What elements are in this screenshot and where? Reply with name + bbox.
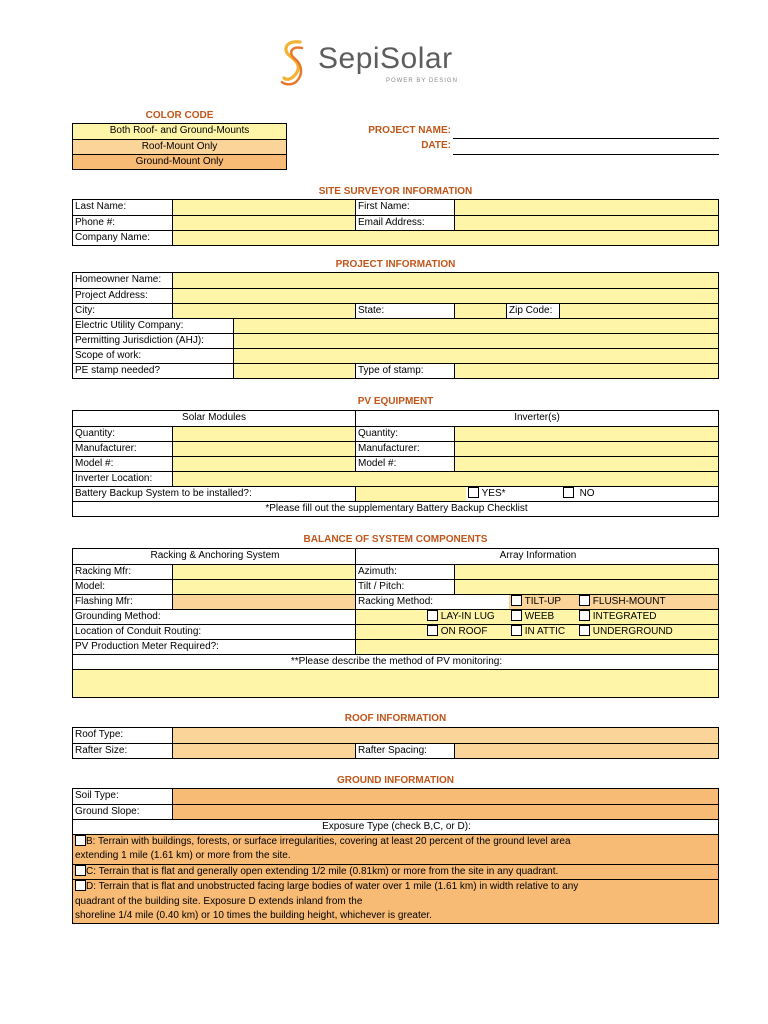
roof-info-title: ROOF INFORMATION [344, 713, 447, 724]
soil-type-label: Soil Type: [73, 789, 172, 804]
tilt-up-option[interactable] [509, 595, 577, 609]
lay-in-lug-label: LAY-IN LUG [440, 611, 495, 622]
module-model-field[interactable] [172, 457, 355, 471]
battery-yes-label: YES* [481, 488, 506, 499]
exposure-b-option[interactable] [73, 834, 718, 864]
exposure-c-text: C: Terrain that is flat and generally open extending 1/2 mile (0.81km) or more from the site in any quadrant. [73, 865, 718, 879]
utility-label: Electric Utility Company: [73, 319, 233, 333]
project-info-title: PROJECT INFORMATION [335, 259, 456, 270]
first-name-label: First Name: [355, 200, 454, 215]
legend-roof: Roof-Mount Only [73, 139, 286, 154]
logo-tagline: POWER BY DESIGN [386, 78, 458, 84]
ground-info-title: GROUND INFORMATION [336, 775, 455, 786]
inverter-location-label: Inverter Location: [73, 472, 172, 486]
underground-checkbox[interactable] [579, 625, 590, 636]
roof-info-table [72, 727, 719, 759]
battery-yes-option[interactable] [466, 487, 561, 501]
battery-field [355, 487, 466, 501]
flush-mount-checkbox[interactable] [579, 595, 590, 606]
integrated-option[interactable] [577, 610, 718, 624]
bos-table [72, 548, 719, 698]
monitoring-note: **Please describe the method of PV monitoring: [73, 655, 718, 669]
exposure-d-option[interactable] [73, 879, 718, 923]
company-label: Company Name: [73, 231, 172, 245]
on-roof-label: ON ROOF [440, 626, 488, 637]
in-attic-checkbox[interactable] [511, 625, 522, 636]
ground-slope-field[interactable] [172, 805, 718, 819]
racking-header: Racking & Anchoring System [73, 549, 355, 564]
rafter-spacing-field[interactable] [454, 744, 718, 758]
in-attic-option[interactable] [509, 625, 577, 639]
ground-slope-label: Ground Slope: [73, 805, 172, 819]
exposure-d-text: D: Terrain that is flat and unobstructed facing large bodies of water over 1 mile (1.61 km) in width relative to any quadrant of the building site. Exposure D extends inland from the shoreline 1/4 mile (0.40 km) or 10 times the building height, whichever is greater. [75, 881, 579, 921]
inverter-quantity-label: Quantity: [355, 427, 454, 441]
inverter-model-label: Model #: [355, 457, 454, 471]
first-name-field[interactable] [454, 200, 718, 215]
battery-label: Battery Backup System to be installed?: [73, 487, 355, 501]
racking-model-label: Model: [73, 580, 172, 594]
inverter-model-field[interactable] [454, 457, 718, 471]
project-info-table [72, 272, 719, 379]
pe-stamp-label: PE stamp needed? [73, 364, 233, 378]
flashing-mfr-label: Flashing Mfr: [73, 595, 172, 609]
address-label: Project Address: [73, 289, 172, 303]
ahj-field[interactable] [233, 334, 718, 348]
logo-text: SepiSolar [318, 42, 453, 75]
ahj-label: Permitting Jurisdiction (AHJ): [73, 334, 233, 348]
pe-stamp-field[interactable] [233, 364, 355, 378]
roof-type-field[interactable] [172, 728, 718, 743]
city-field[interactable] [172, 304, 355, 318]
site-surveyor-title: SITE SURVEYOR INFORMATION [318, 186, 473, 197]
roof-type-label: Roof Type: [73, 728, 172, 743]
inverter-quantity-field[interactable] [454, 427, 718, 441]
racking-method-label: Racking Method: [355, 595, 509, 609]
weeb-label: WEEB [524, 611, 555, 622]
tilt-up-checkbox[interactable] [511, 595, 522, 606]
bos-title: BALANCE OF SYSTEM COMPONENTS [303, 534, 488, 545]
stamp-type-label: Type of stamp: [355, 364, 454, 378]
stamp-type-field[interactable] [454, 364, 718, 378]
rafter-spacing-label: Rafter Spacing: [355, 744, 454, 758]
rafter-size-field[interactable] [172, 744, 355, 758]
on-roof-checkbox[interactable] [427, 625, 438, 636]
inverters-header: Inverter(s) [355, 411, 718, 426]
exposure-d-checkbox[interactable] [75, 880, 86, 891]
legend-both: Both Roof- and Ground-Mounts [73, 124, 286, 139]
sepisolar-logo-icon [280, 36, 306, 88]
battery-note: *Please fill out the supplementary Battery Backup Checklist [73, 502, 718, 516]
meter-field[interactable] [355, 640, 718, 654]
phone-label: Phone #: [73, 216, 172, 230]
exposure-header: Exposure Type (check B,C, or D): [73, 820, 718, 834]
battery-no-option[interactable] [561, 487, 718, 501]
flush-mount-option[interactable] [577, 595, 718, 609]
battery-no-label: NO [579, 488, 595, 499]
ground-info-table [72, 788, 719, 924]
on-roof-option[interactable] [425, 625, 509, 639]
last-name-field[interactable] [172, 200, 355, 215]
inverter-manufacturer-field[interactable] [454, 442, 718, 456]
grounding-spacer [355, 610, 425, 624]
lay-in-lug-checkbox[interactable] [427, 610, 438, 621]
legend-ground: Ground-Mount Only [73, 154, 286, 169]
weeb-checkbox[interactable] [511, 610, 522, 621]
logo [280, 36, 480, 92]
in-attic-label: IN ATTIC [524, 626, 566, 637]
conduit-spacer [355, 625, 425, 639]
inverter-location-field[interactable] [172, 472, 718, 486]
module-manufacturer-label: Manufacturer: [73, 442, 172, 456]
pv-equipment-table [72, 410, 719, 517]
solar-modules-header: Solar Modules [73, 411, 355, 426]
racking-mfr-label: Racking Mfr: [73, 565, 172, 579]
zip-label: Zip Code: [506, 304, 559, 318]
homeowner-label: Homeowner Name: [73, 273, 172, 288]
meter-label: PV Production Meter Required?: [73, 640, 355, 654]
azimuth-label: Azimuth: [355, 565, 454, 579]
flush-mount-label: FLUSH-MOUNT [592, 596, 666, 607]
utility-field[interactable] [233, 319, 718, 333]
rafter-size-label: Rafter Size: [73, 744, 172, 758]
flashing-mfr-field[interactable] [172, 595, 355, 609]
underground-option[interactable] [577, 625, 718, 639]
address-field[interactable] [172, 289, 718, 303]
exposure-c-checkbox[interactable] [75, 865, 86, 876]
integrated-checkbox[interactable] [579, 610, 590, 621]
integrated-label: INTEGRATED [592, 611, 657, 622]
inverter-manufacturer-label: Manufacturer: [355, 442, 454, 456]
array-header: Array Information [355, 549, 718, 564]
battery-no-checkbox[interactable] [563, 487, 574, 498]
azimuth-field[interactable] [454, 565, 718, 579]
email-field[interactable] [454, 216, 718, 230]
racking-model-field[interactable] [172, 580, 355, 594]
date-field[interactable] [453, 140, 719, 155]
phone-field[interactable] [172, 216, 355, 230]
date-label: DATE: [421, 140, 451, 151]
lay-in-lug-option[interactable] [425, 610, 509, 624]
racking-mfr-field[interactable] [172, 565, 355, 579]
conduit-label: Location of Conduit Routing: [73, 625, 355, 639]
company-field[interactable] [172, 231, 718, 245]
exposure-c-option[interactable] [73, 864, 718, 879]
email-label: Email Address: [355, 216, 454, 230]
module-manufacturer-field[interactable] [172, 442, 355, 456]
scope-label: Scope of work: [73, 349, 233, 363]
homeowner-field[interactable] [172, 273, 718, 288]
project-name-field[interactable] [453, 124, 719, 139]
module-quantity-field[interactable] [172, 427, 355, 441]
underground-label: UNDERGROUND [592, 626, 673, 637]
weeb-option[interactable] [509, 610, 577, 624]
color-code-title: COLOR CODE [145, 110, 214, 121]
zip-field[interactable] [559, 304, 718, 318]
site-surveyor-table [72, 199, 719, 246]
project-name-label: PROJECT NAME: [368, 125, 451, 136]
exposure-b-text: B: Terrain with buildings, forests, or surface irregularities, covering at least 20 percent of the ground level area extending 1 mile (1.61 km) or more from the site. [75, 836, 571, 861]
color-code-legend [72, 123, 287, 170]
module-model-label: Model #: [73, 457, 172, 471]
exposure-b-checkbox[interactable] [75, 835, 86, 846]
pv-equipment-title: PV EQUIPMENT [357, 396, 434, 407]
tilt-label: Tilt / Pitch: [355, 580, 454, 594]
city-label: City: [73, 304, 172, 318]
battery-yes-checkbox[interactable] [468, 487, 479, 498]
state-label: State: [355, 304, 454, 318]
grounding-label: Grounding Method: [73, 610, 355, 624]
module-quantity-label: Quantity: [73, 427, 172, 441]
soil-type-field[interactable] [172, 789, 718, 804]
tilt-up-label: TILT-UP [524, 596, 562, 607]
last-name-label: Last Name: [73, 200, 172, 215]
tilt-field[interactable] [454, 580, 718, 594]
monitoring-field[interactable] [73, 670, 718, 697]
state-field[interactable] [454, 304, 506, 318]
scope-field[interactable] [233, 349, 718, 363]
